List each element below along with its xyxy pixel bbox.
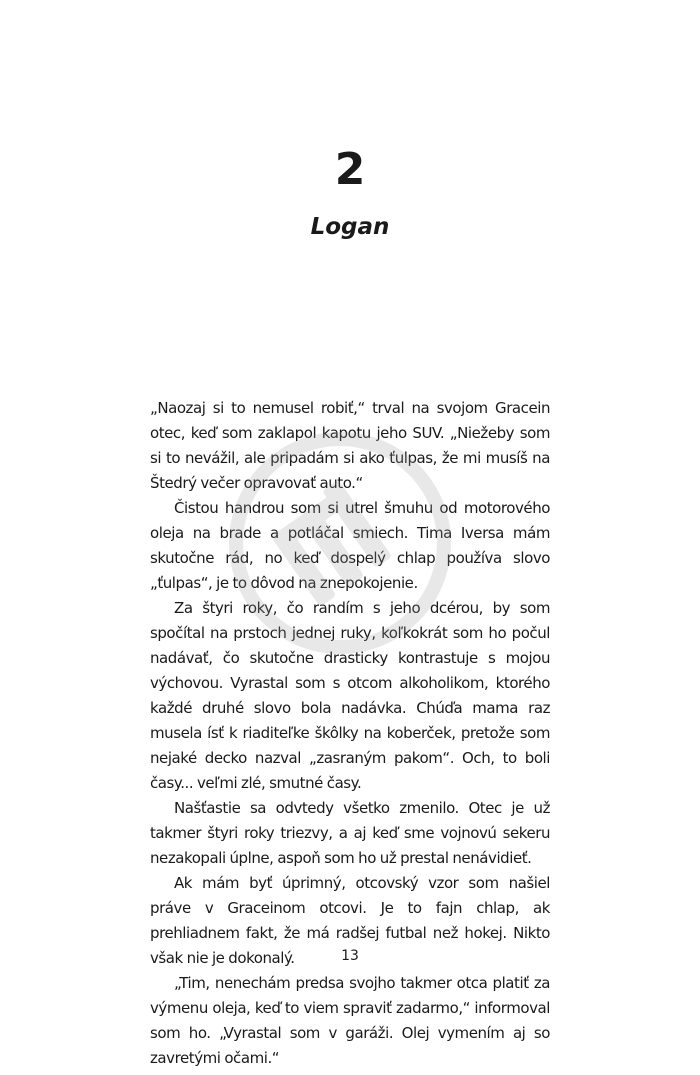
- paragraph-3: Za štyri roky, čo randím s jeho dcérou, by som spočítal na prstoch jednej ruky, koľkokrát som ho počul nadávať, čo skutočne drasticky kontrastuje s mojou výchovou. Vyrastal som s otcom alkoholikom, ktorého každé druhé slovo bola nadávka. Chúďa mama raz musela ísť k riaditeľke škôlky na koberček, pretože som nejaké decko nazval „zasraným pakom“. Och, to boli časy... veľmi zlé, smutné časy.: [150, 599, 550, 792]
- page-number: 13: [341, 948, 359, 964]
- paragraph-4: Našťastie sa odvtedy všetko zmenilo. Otec je už takmer štyri roky triezvy, a aj keď sme vojnovú sekeru nezakopali úplne, aspoň som ho už prestal nenávidieť.: [150, 799, 550, 867]
- paragraph-5: Ak mám byť úprimný, otcovský vzor som našiel práve v Graceinom otcovi. Je to fajn chlap, ak prehliadnem fakt, že má radšej futbal než hokej. Nikto však nie je dokonalý.: [150, 874, 550, 967]
- paragraph-2: Čistou handrou som si utrel šmuhu od motorového oleja na brade a potláčal smiech. Tima Iversa mám skutočne rád, no keď dospelý chlap používa slovo „ťulpas“, je to dôvod na znepokojenie.: [150, 499, 550, 592]
- chapter-number: 2: [334, 144, 366, 195]
- chapter-body: [150, 396, 550, 1071]
- paragraph-1: „Naozaj si to nemusel robiť,“ trval na svojom Gracein otec, keď som zaklapol kapotu jeho SUV. „Niežeby som si to nevážil, ale pripadám si ako ťulpas, že mi musíš na Štedrý večer opravovať auto.“: [150, 399, 550, 492]
- paragraph-6: „Tim, nenechám predsa svojho takmer otca platiť za výmenu oleja, keď to viem spraviť zadarmo,“ informoval som ho. „Vyrastal som v garáži. Olej vymením aj so zavretými očami.“: [150, 974, 550, 1067]
- chapter-title: Logan: [310, 214, 390, 240]
